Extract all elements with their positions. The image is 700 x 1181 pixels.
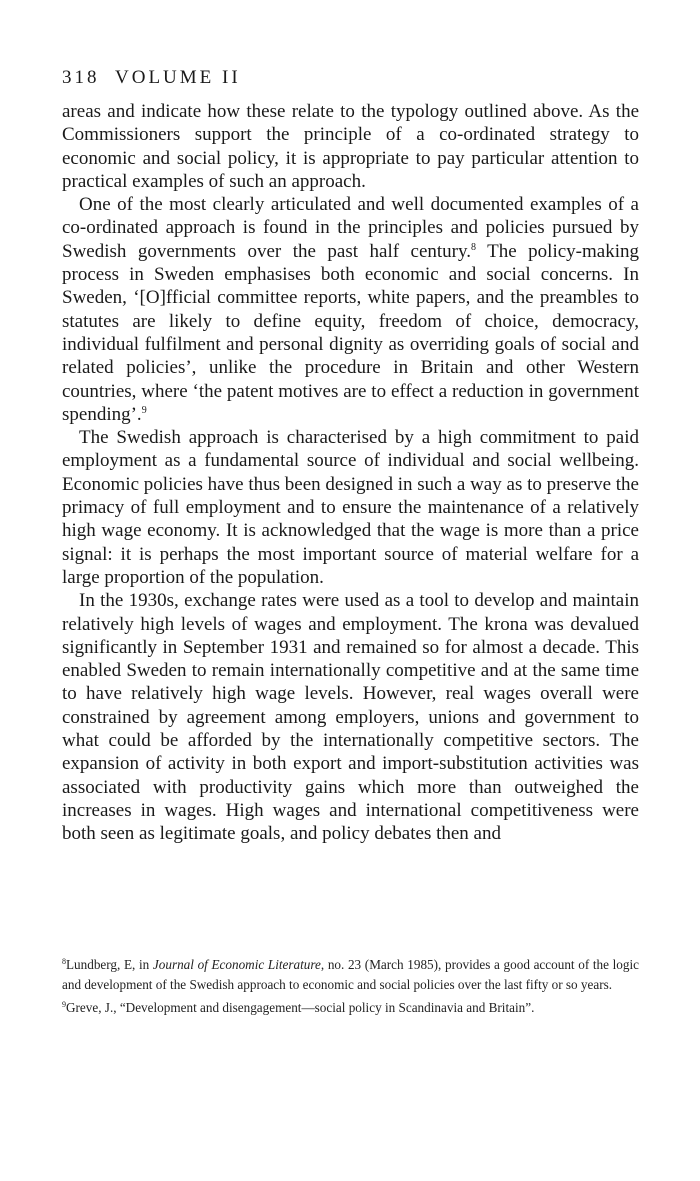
- footnote-8-journal: Journal of Economic Literature: [152, 957, 321, 972]
- paragraph-2-part-b: The policy-making process in Sweden emphasises both economic and social concerns. In Sweden, ‘[O]fficial committee reports, white papers, and the preambles to statutes are likely to define equity, freedom of choice, democracy, individual fulfilment and personal dignity as overriding goals of social and related policies’, unlike the procedure in Britain and other Western countries, where ‘the patent motives are to effect a reduction in government spending’.: [62, 240, 639, 425]
- footnote-9-number: 9: [62, 1000, 66, 1009]
- paragraph-2-part-a: One of the most clearly articulated and well documented examples of a co-ordinated approach is found in the principles and policies pursued by Swedish governments over the past half century.: [62, 194, 639, 262]
- paragraph-1: areas and indicate how these relate to the typology outlined above. As the Commissioners support the principle of a co-ordinated strategy to economic and social policy, it is appropriate to pay particular attention to practical examples of such an approach.: [62, 101, 639, 192]
- paragraph-2: [62, 193, 639, 426]
- footnote-8: [62, 955, 639, 994]
- footnote-9: [62, 998, 639, 1018]
- running-head: VOLUME II: [115, 67, 241, 88]
- footnote-8-number: 8: [62, 957, 66, 966]
- paragraph-3: The Swedish approach is characterised by a high commitment to paid employment as a fundamental source of individual and social wellbeing. Economic policies have thus been designed in such a way as to preserve the primacy of full employment and to ensure the maintenance of a relatively high wage economy. It is acknowledged that the wage is more than a price signal: it is perhaps the most important source of material welfare for a large proportion of the population.: [62, 427, 639, 588]
- footnote-ref-8: 8: [471, 241, 477, 253]
- footnote-ref-9: 9: [141, 404, 147, 416]
- page-header: [62, 68, 241, 88]
- paragraph-4: In the 1930s, exchange rates were used as a tool to develop and maintain relatively high levels of wages and employment. The krona was devalued significantly in September 1931 and remained so for almost a decade. This enabled Sweden to remain internationally competitive and at the same time to have relatively high wage levels. However, real wages overall were constrained by agreement among employers, unions and government to what could be afforded by the internationally competitive sectors. The expansion of activity in both export and import-substitution activities was associated with productivity gains which more than outweighed the increases in wages. High wages and international competitiveness were both seen as legitimate goals, and policy debates then and: [62, 590, 639, 845]
- footnote-8-text-b: , no. 23 (March 1985), provides a good account of the logic and development of the Swedish approach to economic and social policies over the last fifty or so years.: [62, 957, 639, 992]
- page-number: 318: [62, 67, 100, 88]
- footnotes: [62, 955, 639, 1022]
- body-text: [62, 100, 639, 846]
- footnote-8-text-a: Lundberg, E, in: [66, 957, 153, 972]
- footnote-9-text: Greve, J., “Development and disengagement—social policy in Scandinavia and Britain”.: [66, 1000, 535, 1015]
